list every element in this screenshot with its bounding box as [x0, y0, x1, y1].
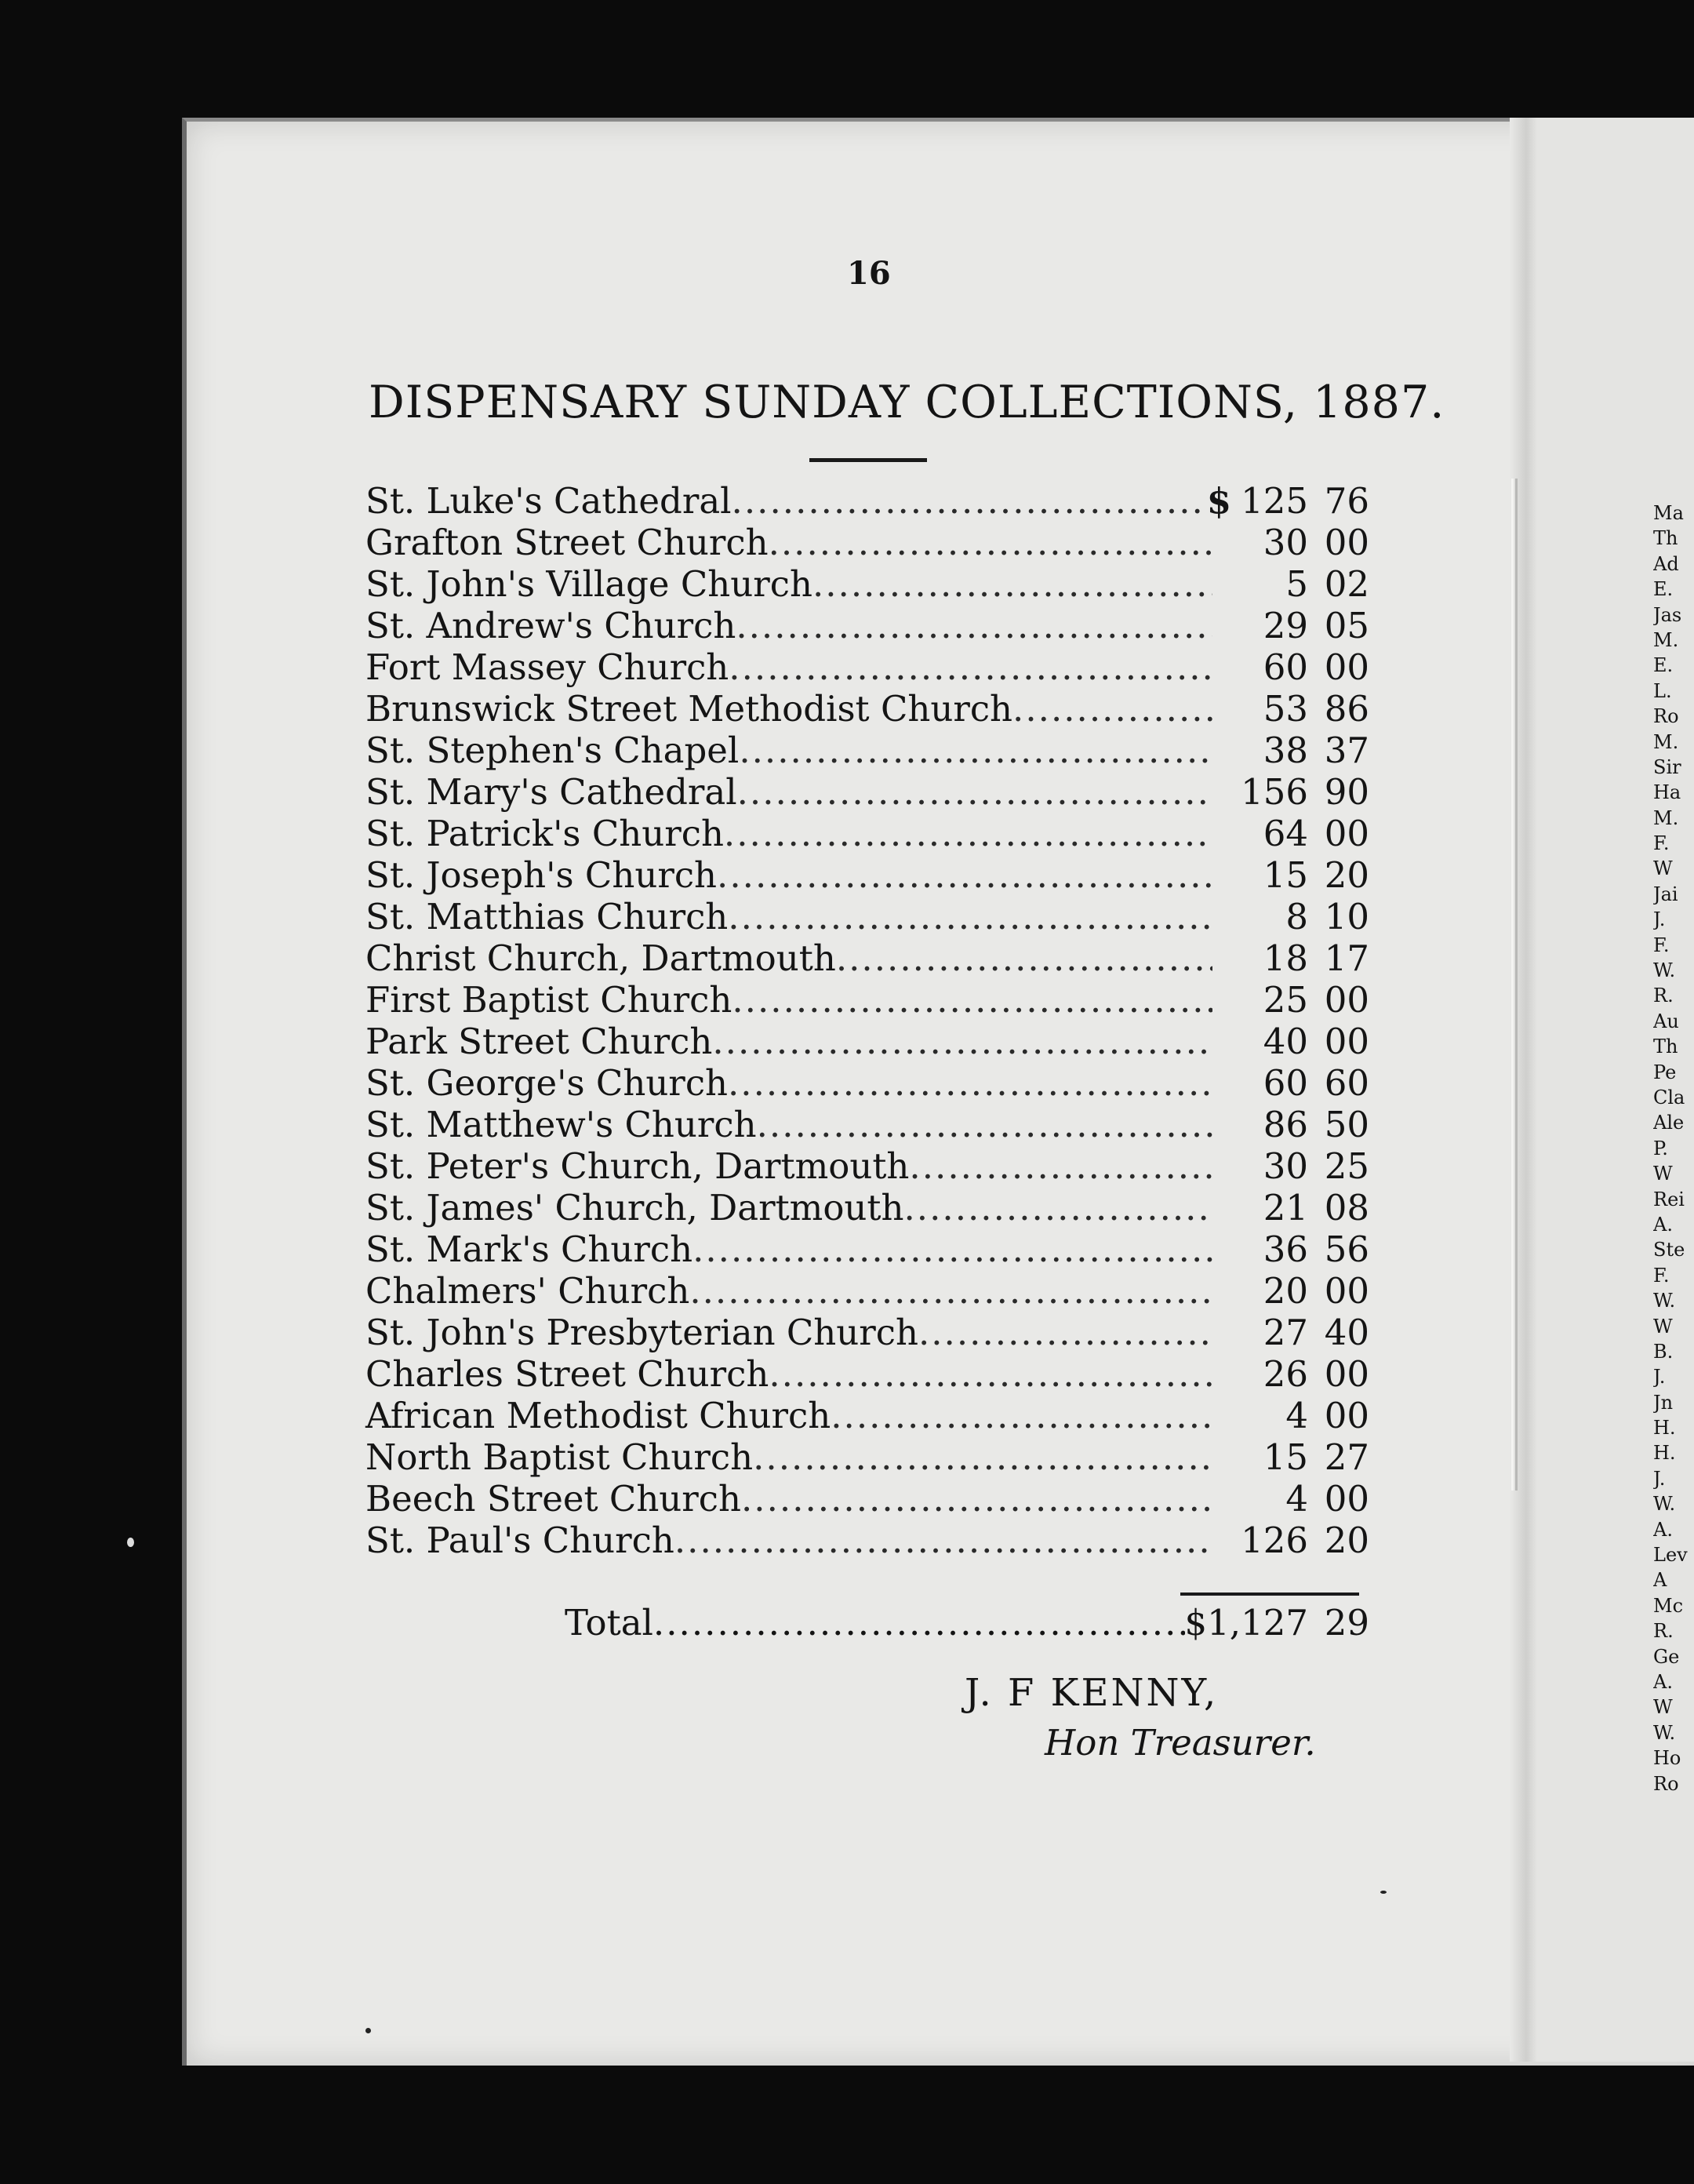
dot-leader — [1012, 688, 1212, 730]
currency-symbol: $ — [1206, 480, 1231, 522]
collection-row — [365, 1520, 1369, 1561]
facing-page-line: J. — [1653, 1467, 1666, 1490]
facing-page-line: W. — [1653, 1493, 1676, 1516]
facing-page-line: A — [1653, 1569, 1667, 1592]
dot-leader — [909, 1145, 1212, 1187]
facing-page-line: W — [1653, 1163, 1673, 1185]
church-name: St. Paul's Church — [365, 1520, 674, 1561]
amount-dollars: 20 — [1263, 1270, 1308, 1312]
facing-page-line: W. — [1653, 1290, 1676, 1312]
church-name: Christ Church, Dartmouth — [365, 937, 836, 979]
paper-speck — [1380, 1891, 1387, 1894]
dot-leader — [741, 1478, 1212, 1520]
dot-leader — [674, 1520, 1212, 1561]
facing-page-line: F. — [1653, 832, 1670, 855]
amount-cents: 00 — [1324, 1395, 1369, 1436]
church-name: Brunswick Street Methodist Church — [365, 688, 1013, 730]
collection-row — [365, 688, 1369, 730]
church-name: St. James' Church, Dartmouth — [365, 1187, 904, 1228]
church-name: St. Luke's Cathedral — [365, 480, 732, 522]
church-name: St. Mark's Church — [365, 1228, 693, 1270]
dot-leader — [732, 979, 1212, 1021]
total-label: Total — [565, 1602, 653, 1643]
collection-row — [365, 1228, 1369, 1270]
dot-leader — [717, 854, 1212, 896]
amount-cents: 20 — [1324, 1520, 1369, 1561]
total-dollars: $1,127 — [1184, 1602, 1308, 1643]
dot-leader — [729, 646, 1212, 688]
dot-leader — [732, 480, 1207, 522]
amount-dollars: 8 — [1285, 896, 1308, 937]
facing-page-text — [1653, 500, 1694, 1796]
facing-page-line: E. — [1653, 654, 1674, 677]
dot-leader — [812, 563, 1212, 605]
dot-leader — [724, 813, 1212, 854]
church-name: St. John's Village Church — [365, 563, 812, 605]
amount-dollars: 30 — [1263, 1145, 1308, 1187]
facing-page-line: Rei — [1653, 1188, 1685, 1210]
facing-page-line: W. — [1653, 1721, 1676, 1744]
facing-page-line: L. — [1653, 679, 1672, 702]
amount-dollars: 18 — [1263, 937, 1308, 979]
signature-name: J. F KENNY, — [965, 1671, 1219, 1715]
facing-page-line: Ma — [1653, 502, 1684, 524]
facing-page-line: F. — [1653, 1264, 1670, 1287]
page-title: DISPENSARY SUNDAY COLLECTIONS, 1887. — [369, 377, 1445, 428]
collection-row — [365, 1353, 1369, 1395]
church-name: St. George's Church — [365, 1062, 728, 1104]
facing-page-line: W. — [1653, 959, 1676, 982]
amount-cents: 50 — [1324, 1104, 1369, 1145]
total-divider — [1180, 1592, 1359, 1596]
facing-page-line: Ad — [1653, 552, 1679, 575]
collection-row — [365, 1478, 1369, 1520]
facing-page-line: M. — [1653, 730, 1679, 753]
facing-page-line: R. — [1653, 985, 1674, 1007]
dot-leader — [769, 522, 1212, 563]
amount-dollars: 27 — [1263, 1312, 1308, 1353]
dot-leader — [736, 605, 1212, 646]
amount-cents: 05 — [1324, 605, 1369, 646]
facing-page-line: F. — [1653, 934, 1670, 956]
amount-dollars: 29 — [1263, 605, 1308, 646]
facing-page-line: Lev — [1653, 1544, 1688, 1567]
amount-dollars: 53 — [1263, 688, 1308, 730]
paper-speck — [365, 2028, 371, 2033]
dot-leader — [739, 730, 1212, 771]
collection-row — [365, 1021, 1369, 1062]
facing-page-line: W — [1653, 1315, 1673, 1338]
facing-page-line: Jas — [1653, 603, 1682, 626]
amount-cents: 37 — [1324, 730, 1369, 771]
dot-leader — [753, 1436, 1212, 1478]
collection-row — [365, 605, 1369, 646]
amount-cents: 10 — [1324, 896, 1369, 937]
signature-role: Hon Treasurer. — [1045, 1722, 1316, 1764]
amount-dollars: 86 — [1263, 1104, 1308, 1145]
collection-row — [365, 1104, 1369, 1145]
amount-cents: 60 — [1324, 1062, 1369, 1104]
total-row — [565, 1602, 1369, 1643]
amount-cents: 00 — [1324, 1478, 1369, 1520]
amount-dollars: 125 — [1241, 480, 1308, 522]
facing-page-line: Jn — [1653, 1391, 1674, 1414]
amount-cents: 17 — [1324, 937, 1369, 979]
amount-dollars: 4 — [1285, 1478, 1308, 1520]
dot-leader — [693, 1228, 1212, 1270]
church-name: St. Joseph's Church — [365, 854, 718, 896]
dot-leader — [728, 1062, 1212, 1104]
facing-page-line: J. — [1653, 908, 1666, 931]
dot-leader — [712, 1021, 1212, 1062]
church-name: North Baptist Church — [365, 1436, 754, 1478]
collection-row — [365, 1395, 1369, 1436]
amount-dollars: 21 — [1263, 1187, 1308, 1228]
collection-row — [365, 1145, 1369, 1187]
church-name: Charles Street Church — [365, 1353, 769, 1395]
facing-page-line: Ste — [1653, 1239, 1685, 1261]
facing-page-line: Ho — [1653, 1747, 1681, 1770]
dot-leader — [737, 771, 1212, 813]
collection-row — [365, 480, 1369, 522]
collections-list — [365, 480, 1369, 1561]
facing-page-line: Cla — [1653, 1086, 1685, 1108]
collection-row — [365, 522, 1369, 563]
facing-page-line: Ale — [1653, 1112, 1685, 1134]
collection-row — [365, 730, 1369, 771]
church-name: St. Mary's Cathedral — [365, 771, 737, 813]
collection-row — [365, 854, 1369, 896]
collection-row — [365, 979, 1369, 1021]
facing-page-line: E. — [1653, 578, 1674, 601]
church-name: St. Stephen's Chapel — [365, 730, 740, 771]
title-divider — [809, 458, 927, 462]
facing-page-line: Ro — [1653, 1772, 1679, 1795]
amount-cents: 00 — [1324, 522, 1369, 563]
amount-cents: 00 — [1324, 979, 1369, 1021]
church-name: Grafton Street Church — [365, 522, 769, 563]
amount-dollars: 15 — [1263, 854, 1308, 896]
collection-row — [365, 813, 1369, 854]
dot-leader — [836, 937, 1212, 979]
binding-thread — [1511, 479, 1518, 1491]
church-name: St. Matthias Church — [365, 896, 729, 937]
amount-dollars: 60 — [1263, 646, 1308, 688]
collection-row — [365, 1187, 1369, 1228]
collection-row — [365, 937, 1369, 979]
amount-dollars: 38 — [1263, 730, 1308, 771]
facing-page-line: Ge — [1653, 1645, 1680, 1668]
amount-dollars: 36 — [1263, 1228, 1308, 1270]
amount-dollars: 26 — [1263, 1353, 1308, 1395]
church-name: St. Matthew's Church — [365, 1104, 757, 1145]
dot-leader — [918, 1312, 1212, 1353]
facing-page-line: Mc — [1653, 1594, 1684, 1617]
facing-page-line: Au — [1653, 1010, 1679, 1032]
facing-page-line: B. — [1653, 1340, 1674, 1363]
facing-page-line: A. — [1653, 1213, 1673, 1236]
amount-cents: 00 — [1324, 1270, 1369, 1312]
church-name: Park Street Church — [365, 1021, 713, 1062]
total-cents: 29 — [1324, 1602, 1369, 1643]
facing-page-line: M. — [1653, 806, 1679, 829]
church-name: St. Patrick's Church — [365, 813, 724, 854]
facing-page-line: Jai — [1653, 883, 1678, 905]
amount-cents: 00 — [1324, 1021, 1369, 1062]
dot-leader — [757, 1104, 1212, 1145]
church-name: St. Andrew's Church — [365, 605, 736, 646]
facing-page-line: P. — [1653, 1137, 1668, 1159]
collection-row — [365, 563, 1369, 605]
page-number: 16 — [847, 255, 891, 292]
amount-cents: 40 — [1324, 1312, 1369, 1353]
collection-row — [365, 1270, 1369, 1312]
amount-dollars: 30 — [1263, 522, 1308, 563]
facing-page-line: J. — [1653, 1366, 1666, 1389]
dot-leader — [769, 1353, 1212, 1395]
facing-page-line: Ro — [1653, 705, 1679, 728]
amount-dollars: 15 — [1263, 1436, 1308, 1478]
collection-row — [365, 771, 1369, 813]
amount-cents: 27 — [1324, 1436, 1369, 1478]
amount-dollars: 5 — [1285, 563, 1308, 605]
facing-page-line: H. — [1653, 1417, 1676, 1440]
church-name: Chalmers' Church — [365, 1270, 690, 1312]
facing-page-line: M. — [1653, 628, 1679, 651]
collection-row — [365, 1062, 1369, 1104]
church-name: St. John's Presbyterian Church — [365, 1312, 918, 1353]
amount-cents: 20 — [1324, 854, 1369, 896]
facing-page-line: H. — [1653, 1442, 1676, 1465]
church-name: Fort Massey Church — [365, 646, 729, 688]
dot-leader — [831, 1395, 1212, 1436]
amount-cents: 00 — [1324, 813, 1369, 854]
amount-dollars: 126 — [1241, 1520, 1308, 1561]
facing-page-line: A. — [1653, 1670, 1673, 1693]
amount-cents: 25 — [1324, 1145, 1369, 1187]
facing-page-line: W — [1653, 1696, 1673, 1719]
facing-page-line: W — [1653, 857, 1673, 880]
amount-cents: 86 — [1324, 688, 1369, 730]
amount-dollars: 156 — [1241, 771, 1308, 813]
facing-page-line: Ha — [1653, 781, 1681, 804]
amount-cents: 76 — [1324, 480, 1369, 522]
collection-row — [365, 896, 1369, 937]
amount-dollars: 60 — [1263, 1062, 1308, 1104]
facing-page-line: Th — [1653, 1036, 1678, 1058]
amount-dollars: 64 — [1263, 813, 1308, 854]
facing-page-line: Sir — [1653, 755, 1681, 778]
church-name: African Methodist Church — [365, 1395, 831, 1436]
film-speck — [127, 1538, 134, 1547]
amount-cents: 56 — [1324, 1228, 1369, 1270]
church-name: St. Peter's Church, Dartmouth — [365, 1145, 910, 1187]
amount-cents: 00 — [1324, 646, 1369, 688]
amount-dollars: 40 — [1263, 1021, 1308, 1062]
amount-cents: 08 — [1324, 1187, 1369, 1228]
dot-leader — [689, 1270, 1212, 1312]
amount-cents: 90 — [1324, 771, 1369, 813]
amount-cents: 00 — [1324, 1353, 1369, 1395]
amount-dollars: 25 — [1263, 979, 1308, 1021]
amount-dollars: 4 — [1285, 1395, 1308, 1436]
facing-page-line: A. — [1653, 1518, 1673, 1541]
dot-leader — [903, 1187, 1212, 1228]
facing-page-line: Pe — [1653, 1061, 1677, 1083]
collection-row — [365, 646, 1369, 688]
dot-leader — [728, 896, 1212, 937]
facing-page-line: Th — [1653, 527, 1678, 550]
amount-cents: 02 — [1324, 563, 1369, 605]
collection-row — [365, 1436, 1369, 1478]
facing-page-line: R. — [1653, 1620, 1674, 1643]
total-leader — [653, 1602, 1185, 1643]
church-name: Beech Street Church — [365, 1478, 741, 1520]
church-name: First Baptist Church — [365, 979, 732, 1021]
collection-row — [365, 1312, 1369, 1353]
